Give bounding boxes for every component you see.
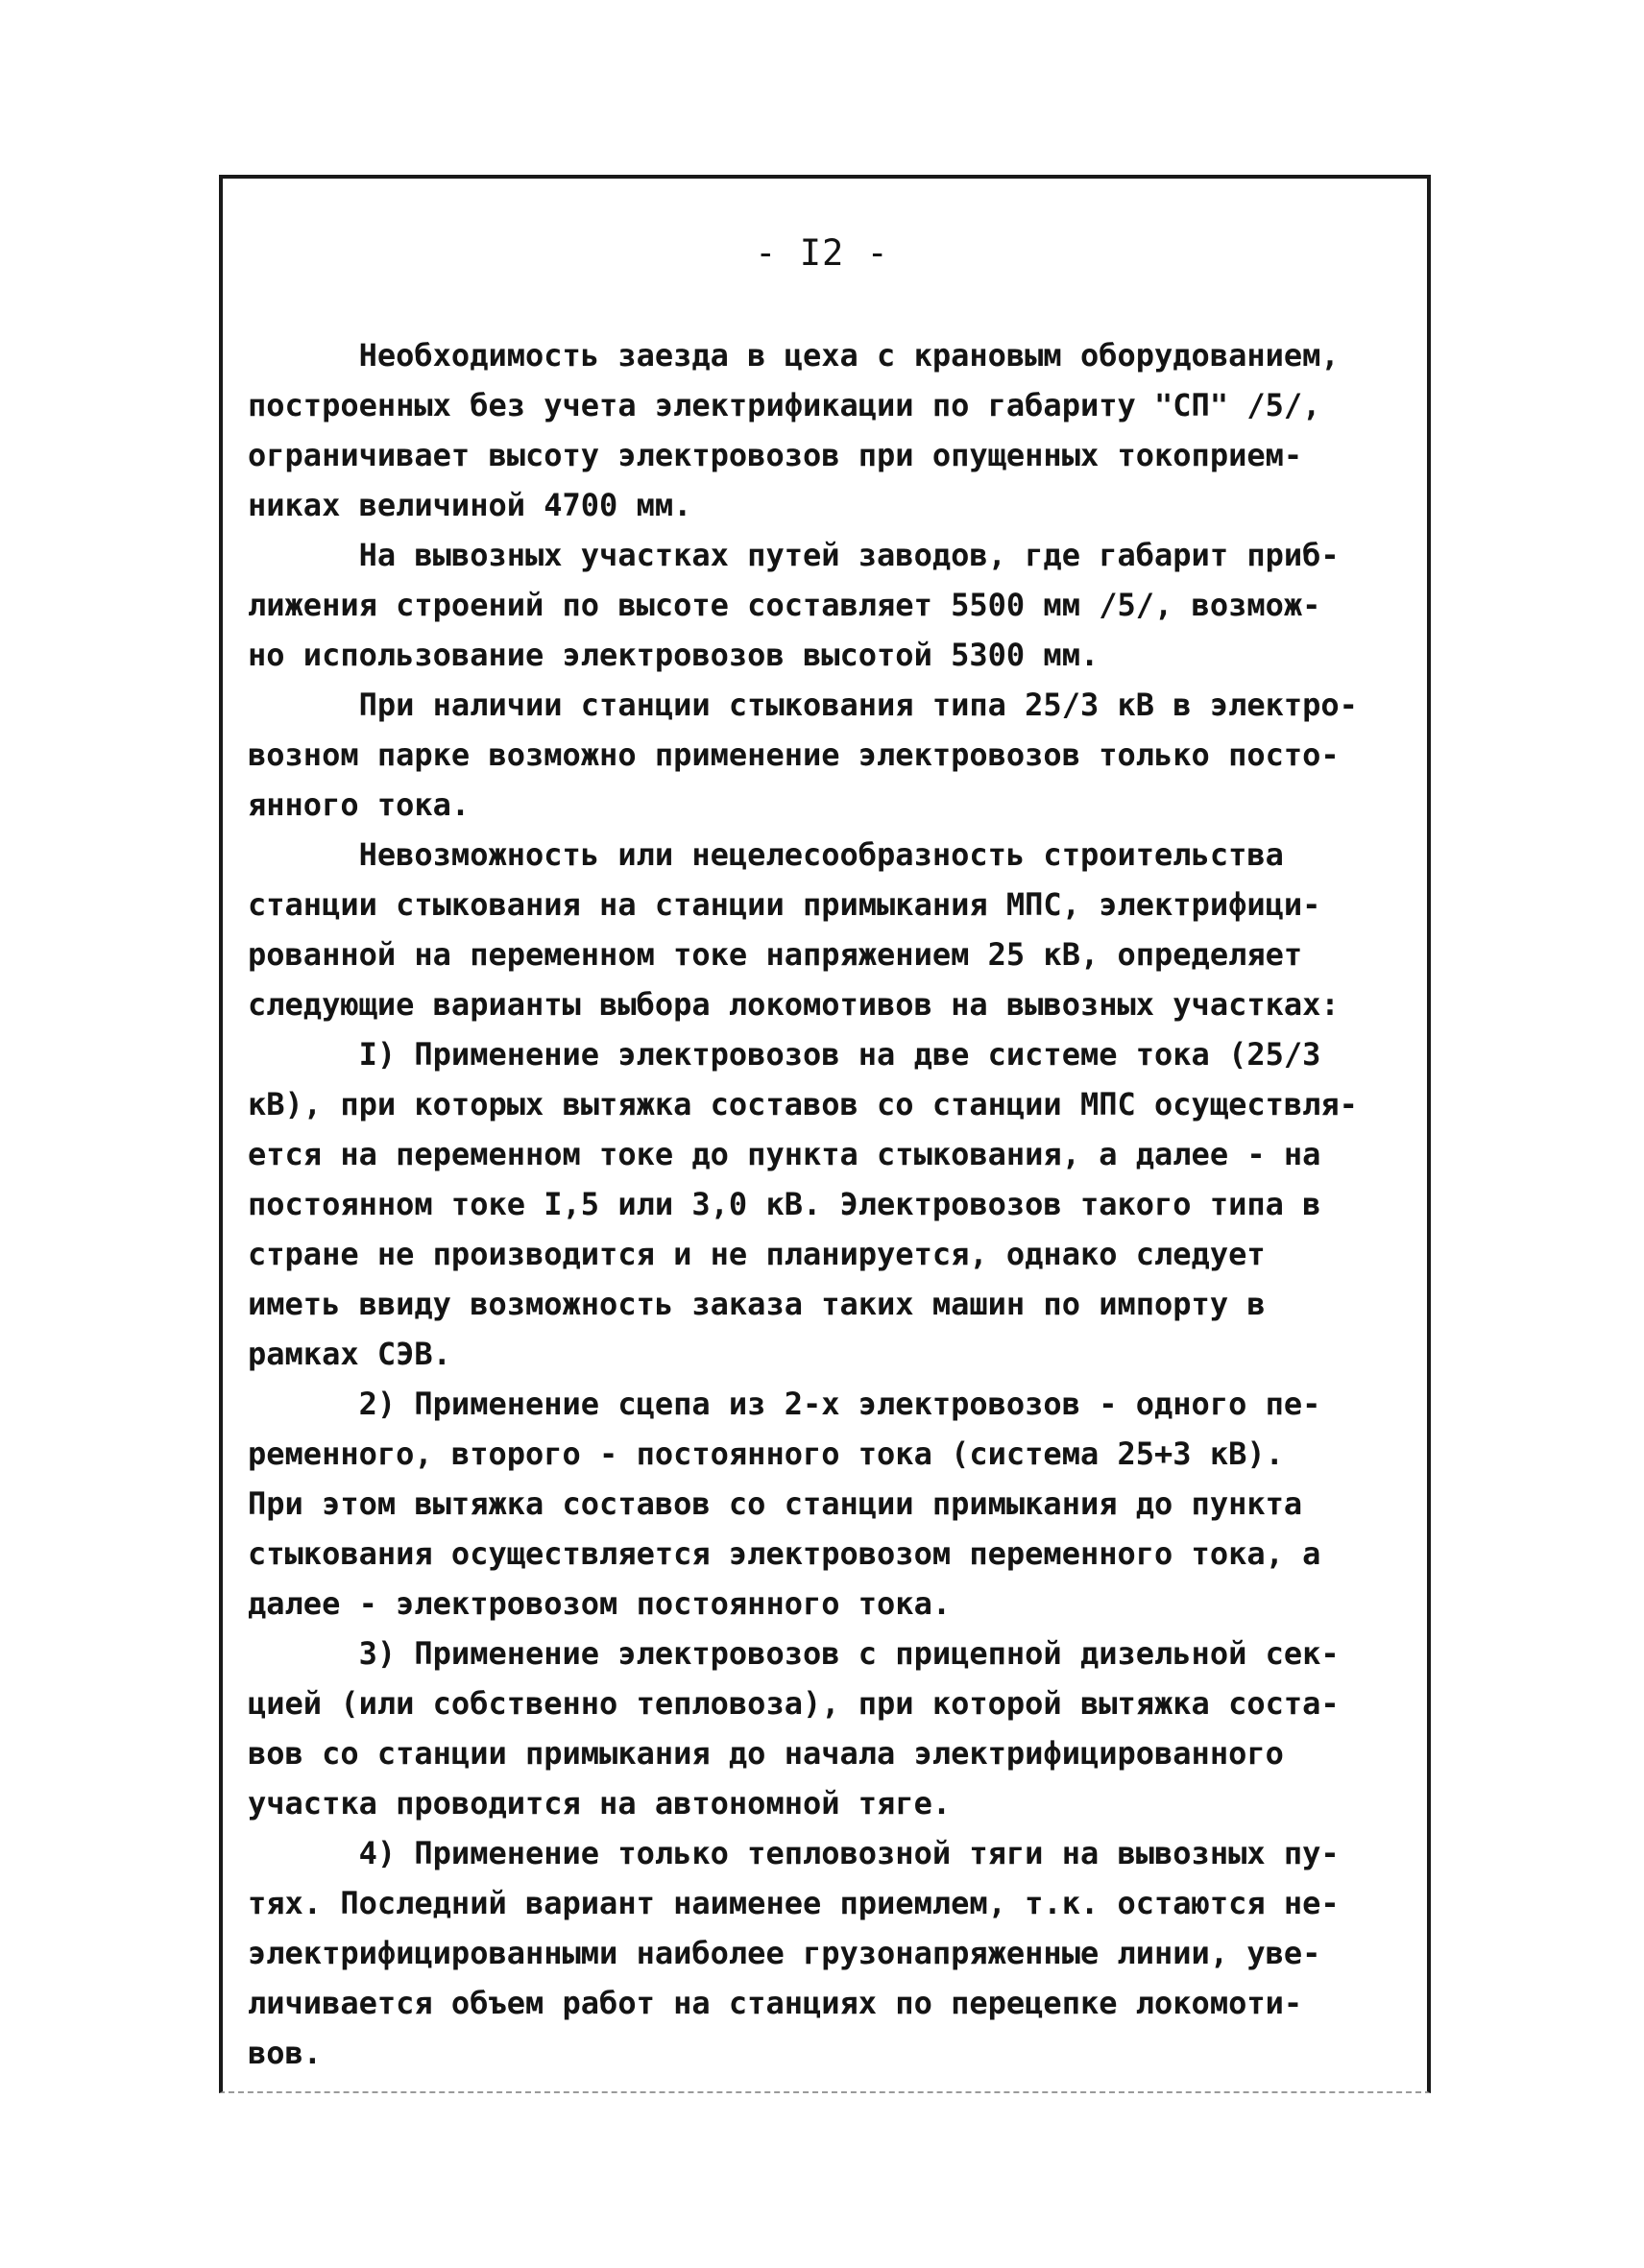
text-line: 4) Применение только тепловозной тяги на вывозных пу- bbox=[248, 1835, 1340, 1871]
text-line: Невозможность или нецелесообразность строительства bbox=[248, 836, 1284, 873]
text-line: На вывозных участках путей заводов, где габарит приб- bbox=[248, 537, 1340, 573]
text-line: стране не производится и не планируется, однако следует bbox=[248, 1236, 1266, 1272]
text-line: I) Применение электровозов на две системе тока (25/3 bbox=[248, 1036, 1321, 1073]
text-line: возном парке возможно применение электровозов только посто- bbox=[248, 736, 1340, 773]
text-line: никах величиной 4700 мм. bbox=[248, 487, 692, 523]
text-line: иметь ввиду возможность заказа таких машин по импорту в bbox=[248, 1286, 1266, 1322]
text-line: 2) Применение сцепа из 2-х электровозов - одного пе- bbox=[248, 1386, 1321, 1422]
text-line: участка проводится на автономной тяге. bbox=[248, 1785, 952, 1822]
text-line: рамках СЭВ. bbox=[248, 1336, 451, 1372]
page-number: - I2 - bbox=[755, 232, 889, 274]
text-line: Необходимость заезда в цеха с крановым оборудованием, bbox=[248, 337, 1340, 374]
text-line: но использование электровозов высотой 5300 мм. bbox=[248, 637, 1100, 673]
text-line: станции стыкования на станции примыкания МПС, электрифици- bbox=[248, 886, 1321, 923]
text-line: построенных без учета электрификации по габариту "СП" /5/, bbox=[248, 387, 1321, 423]
text-line: следующие варианты выбора локомотивов на вывозных участках: bbox=[248, 986, 1340, 1023]
text-line: янного тока. bbox=[248, 786, 471, 823]
text-line: ременного, второго - постоянного тока (система 25+3 кВ). bbox=[248, 1436, 1284, 1472]
text-line: вов со станции примыкания до начала электрифицированного bbox=[248, 1735, 1284, 1772]
text-line: цией (или собственно тепловоза), при которой вытяжка соста- bbox=[248, 1685, 1340, 1722]
text-line: лижения строений по высоте составляет 5500 мм /5/, возмож- bbox=[248, 587, 1321, 623]
text-line: далее - электровозом постоянного тока. bbox=[248, 1585, 952, 1622]
text-line: рованной на переменном токе напряжением 25 кВ, определяет bbox=[248, 936, 1303, 973]
text-line: ограничивает высоту электровозов при опущенных токоприем- bbox=[248, 437, 1303, 473]
text-line: вов. bbox=[248, 2035, 323, 2071]
text-line: электрифицированными наиболее грузонапряженные линии, уве- bbox=[248, 1935, 1321, 1971]
document-body bbox=[248, 330, 1424, 2078]
text-line: постоянном токе I,5 или 3,0 кВ. Электровозов такого типа в bbox=[248, 1186, 1321, 1222]
text-line: личивается объем работ на станциях по перецепке локомоти- bbox=[248, 1985, 1303, 2021]
text-line: ется на переменном токе до пункта стыкования, а далее - на bbox=[248, 1136, 1321, 1172]
text-line: кВ), при которых вытяжка составов со станции МПС осуществля- bbox=[248, 1086, 1358, 1122]
text-line: При этом вытяжка составов со станции примыкания до пункта bbox=[248, 1485, 1303, 1522]
text-line: тях. Последний вариант наименее приемлем, т.к. остаются не- bbox=[248, 1885, 1340, 1921]
text-line: При наличии станции стыкования типа 25/3 кВ в электро- bbox=[248, 687, 1358, 723]
text-line: стыкования осуществляется электровозом переменного тока, а bbox=[248, 1535, 1321, 1572]
text-line: 3) Применение электровозов с прицепной дизельной сек- bbox=[248, 1635, 1340, 1672]
